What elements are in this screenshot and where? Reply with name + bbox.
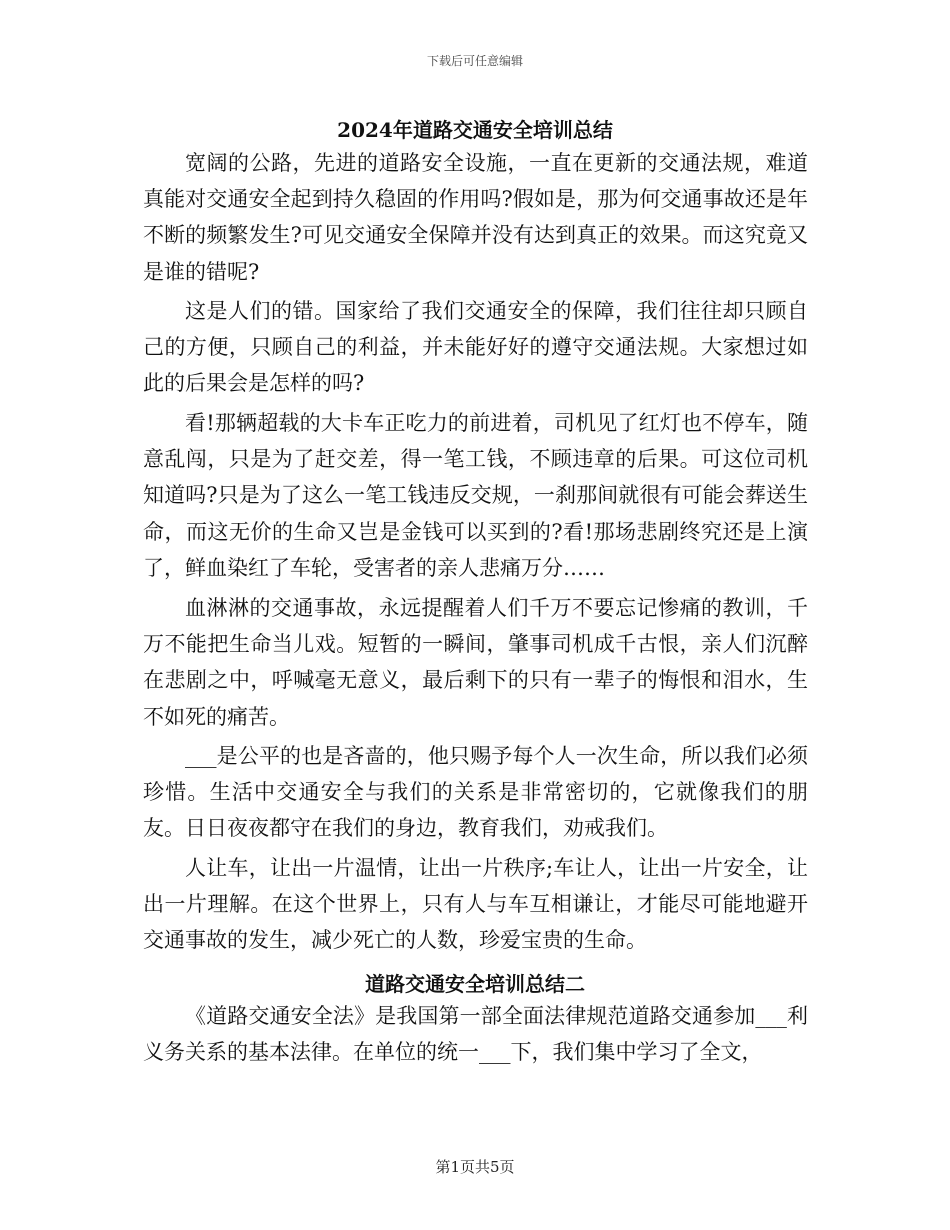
page-header-note: 下载后可任意编辑 — [426, 54, 523, 68]
paragraph-6: 人让车，让出一片温情，让出一片秩序;车让人，让出一片安全，让出一片理解。在这个世界上，只有人与车互相谦让，才能尽可能地避开交通事故的发生，减少死亡的人数，珍爱宝贵的生命。 — [143, 856, 808, 953]
section-title: 道路交通安全培训总结二 — [365, 972, 585, 996]
section-paragraph: 《道路交通安全法》是我国第一部全面法律规范道路交通参加___利义务关系的基本法律。在单位的统一___下，我们集中学习了全文， — [143, 1004, 808, 1065]
document-title: 2024年道路交通安全培训总结 — [337, 118, 613, 142]
paragraph-2: 这是人们的错。国家给了我们交通安全的保障，我们往往却只顾自己的方便，只顾自己的利益，并未能好好的遵守交通法规。大家想过如此的后果会是怎样的吗? — [143, 299, 808, 396]
paragraph-4: 血淋淋的交通事故，永远提醒着人们千万不要忘记惨痛的教训，千万不能把生命当儿戏。短暂的一瞬间，肇事司机成千古恨，亲人们沉醉在悲剧之中，呼喊毫无意义，最后剩下的只有一辈子的悔恨和泪水，生不如死的痛苦。 — [143, 596, 808, 729]
paragraph-1: 宽阔的公路，先进的道路安全设施，一直在更新的交通法规，难道真能对交通安全起到持久稳固的作用吗?假如是，那为何交通事故还是年不断的频繁发生?可见交通安全保障并没有达到真正的效果。而这究竟又是谁的错呢? — [143, 151, 808, 284]
paragraph-3: 看!那辆超载的大卡车正吃力的前进着，司机见了红灯也不停车，随意乱闯，只是为了赶交差，得一笔工钱，不顾违章的后果。可这位司机知道吗?只是为了这么一笔工钱违反交规，一刹那间就很有可能会葬送生命，而这无价的生命又岂是金钱可以买到的?看!那场悲剧终究还是上演了，鲜血染红了车轮，受害者的亲人悲痛万分…… — [143, 411, 808, 580]
paragraph-5: ___是公平的也是吝啬的，他只赐予每个人一次生命，所以我们必须珍惜。生活中交通安全与我们的关系是非常密切的，它就像我们的朋友。日日夜夜都守在我们的身边，教育我们，劝戒我们。 — [143, 744, 808, 841]
page-number: 第1页共5页 — [435, 1158, 515, 1176]
